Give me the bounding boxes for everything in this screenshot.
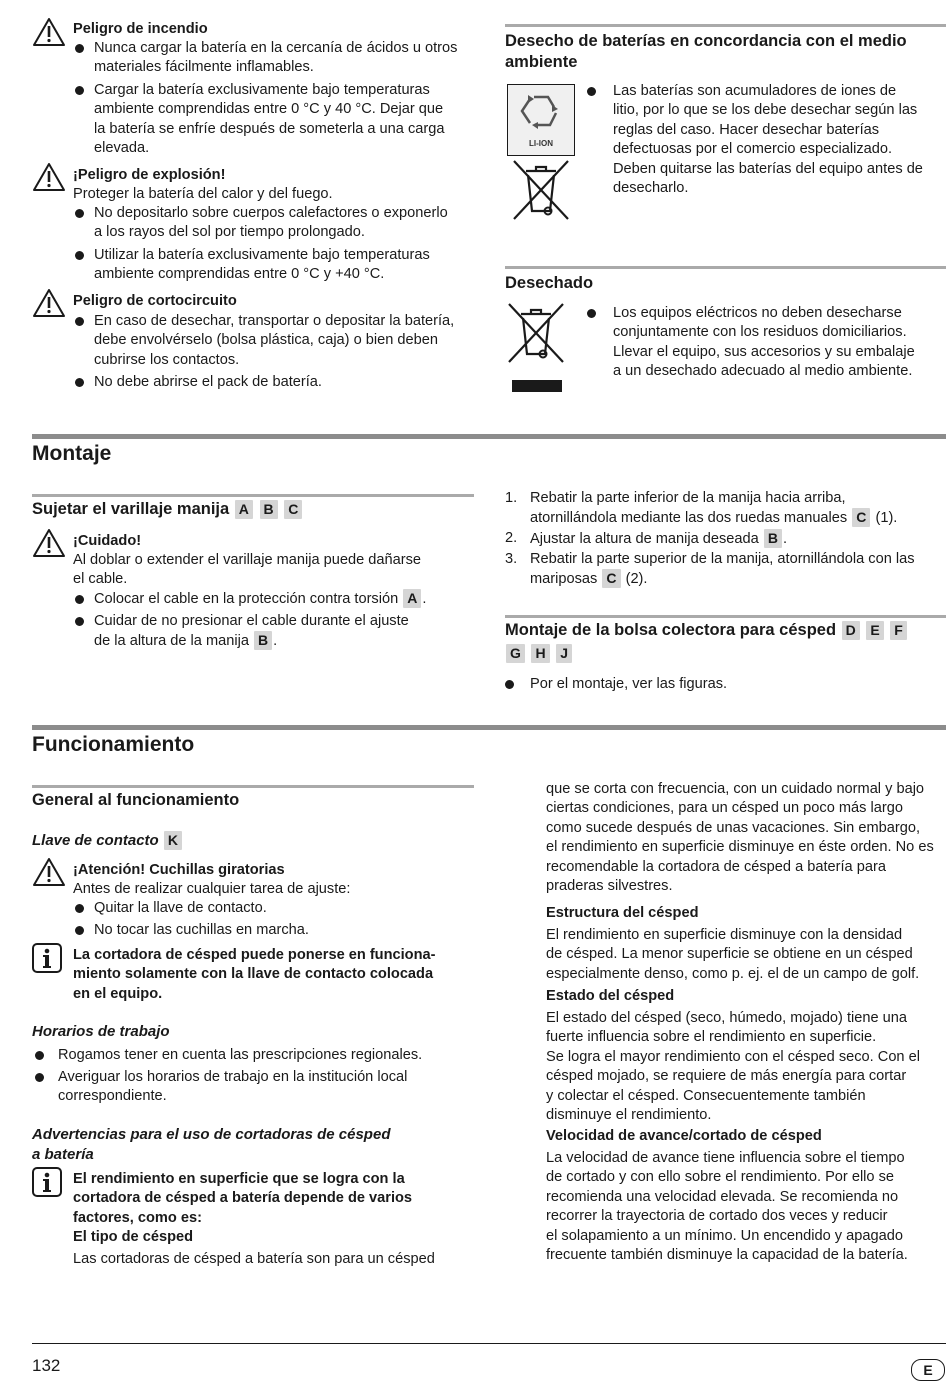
battery-disposal-text: Las baterías son acumuladores de iones de litio, por lo que se los debe desechar según las reglas del caso. Hacer desechar baterías defectuosas por el comercio especializado. Deben quitarse las baterías del equipo antes de desecharlo. [613, 83, 923, 197]
speed-title: Velocidad de avance/cortado de césped [546, 1128, 822, 1144]
step-number: 2. [505, 530, 518, 546]
section-title-montaje: Montaje [32, 442, 112, 465]
short-circuit-title: Peligro de cortocircuito [73, 293, 237, 309]
fire-bullet-1: Nunca cargar la batería en la cercanía de ácidos u otros materiales fácilmente inflamables. [94, 40, 458, 76]
info-performance-note: El rendimiento en superficie que se logra con la cortadora de césped a batería depende de varios factores, como es: El tipo de césped [73, 1171, 413, 1246]
hours-bullet-1: Rogamos tener en cuenta las prescripciones regionales. [58, 1047, 423, 1063]
lawn-type-text: Las cortadoras de césped a batería son para un césped [73, 1251, 435, 1267]
crossed-bin-icon [505, 300, 567, 394]
explosion-text: Proteger la batería del calor y del fuego. [73, 186, 333, 202]
step-2: Ajustar la altura de manija deseada B . [530, 530, 788, 547]
speed-text: La velocidad de avance tiene influencia sobre el tiempo de cortado y con ello sobre el rendimiento. Por ello se recomienda una velocidad elevada. Se recomienda no recorrer la trayectoria de cortado dos veces y reducir el solapamiento a un mínimo. Un encendido y apagado frecuente también disminuye la capacidad de la batería. [546, 1150, 908, 1264]
key-title: Llave de contacto K [32, 831, 183, 851]
step-3: Rebatir la parte superior de la manija, atornillándola con las mariposas C (2). [530, 551, 915, 588]
general-title: General al funcionamiento [32, 791, 240, 809]
bag-title-boxes: G H J [505, 643, 573, 664]
state-text: El estado del césped (seco, húmedo, mojado) tiene una fuerte influencia sobre el rendimiento en superficie. Se logra el mayor rendimiento con el césped seco. Con el césped mojado, se requiere de más energía para cortar y colectar el césped. Consecuentemente también disminuye el rendimiento. [546, 1010, 920, 1124]
caution-text: Al doblar o extender el varillaje manija puede dañarse el cable. [73, 552, 422, 588]
bag-title: Montaje de la bolsa colectora para césped D E F [505, 620, 950, 641]
info-icon [32, 1167, 62, 1197]
battery-disposal-title: Desecho de baterías en concordancia con el medio ambiente [505, 32, 907, 71]
li-ion-recycle-icon [507, 84, 575, 156]
lawn-type-continued: que se corta con frecuencia, con un cuidado normal y bajo ciertas condiciones, para un césped un poco más largo como sucede después de unas vacaciones. Sin embargo, el rendimiento en superficie disminuye en éste orden. No es recomendable la cortadora de césped a batería para praderas silvestres. [546, 781, 934, 895]
step-number: 3. [505, 551, 518, 567]
bag-bullet: Por el montaje, ver las figuras. [530, 676, 728, 692]
explosion-bullet-2: Utilizar la batería exclusivamente bajo temperaturas ambiente comprendidas entre 0 °C y +40 °C. [94, 247, 430, 283]
structure-title: Estructura del césped [546, 905, 699, 921]
warning-icon [32, 857, 66, 887]
explosion-danger-title: ¡Peligro de explosión! [73, 167, 226, 183]
language-badge: E [911, 1359, 945, 1381]
warning-icon [32, 17, 66, 47]
attention-title: ¡Atención! Cuchillas giratorias [73, 862, 285, 878]
attention-text: Antes de realizar cualquier tarea de ajuste: [73, 881, 351, 897]
attention-bullet-2: No tocar las cuchillas en marcha. [94, 922, 309, 938]
warning-icon [32, 288, 66, 318]
section-title-funcionamiento: Funcionamiento [32, 733, 195, 756]
attention-bullet-1: Quitar la llave de contacto. [94, 900, 267, 916]
info-icon [32, 943, 62, 973]
state-title: Estado del césped [546, 988, 675, 1004]
short-bullet-1: En caso de desechar, transportar o depositar la batería, debe envolvérselo (bolsa plástica, caja) o bien deben cubrirse los contactos. [94, 313, 455, 368]
li-ion-label: LI-ION [529, 139, 553, 148]
hours-bullet-2: Averiguar los horarios de trabajo en la institución local correspondiente. [58, 1069, 408, 1105]
warning-icon [32, 162, 66, 192]
short-bullet-2: No debe abrirse el pack de batería. [94, 374, 322, 390]
desechado-text: Los equipos eléctricos no deben desecharse conjuntamente con los residuos domiciliarios. Llevar el equipo, sus accesorios y su embalaje a un desechado adecuado al medio ambiente. [613, 305, 915, 380]
caution-title: ¡Cuidado! [73, 533, 142, 549]
caution-bullet-1: Colocar el cable en la protección contra torsión A . [94, 590, 427, 607]
structure-text: El rendimiento en superficie disminuye con la densidad de césped. La menor superficie se obtiene en un césped especialmente denso, como p. ej. el de un campo de golf. [546, 927, 920, 982]
caution-bullet-2: Cuidar de no presionar el cable durante el ajuste de la altura de la manija B . [94, 613, 409, 650]
handle-title: Sujetar el varillaje manija A B C [32, 499, 303, 520]
info-key-note: La cortadora de césped puede ponerse en funciona- miento solamente con la llave de contacto colocada en el equipo. [73, 947, 436, 1002]
step-1: Rebatir la parte inferior de la manija hacia arriba, atornillándola mediante las dos ruedas manuales C (1). [530, 490, 898, 527]
explosion-bullet-1: No depositarlo sobre cuerpos calefactores o exponerlo a los rayos del sol por tiempo prolongado. [94, 205, 448, 241]
desechado-title: Desechado [505, 274, 594, 292]
warnings-title: Advertencias para el uso de cortadoras de césped a batería [32, 1126, 391, 1163]
fire-bullet-2: Cargar la batería exclusivamente bajo temperaturas ambiente comprendidas entre 0 °C y 40 °C. Dejar que la batería se enfríe después de someterla a una carga elevada. [94, 82, 445, 157]
work-hours-title: Horarios de trabajo [32, 1023, 170, 1040]
step-number: 1. [505, 490, 518, 506]
page-number: 132 [32, 1356, 61, 1375]
crossed-bin-icon [510, 157, 572, 221]
warning-icon [32, 528, 66, 558]
fire-danger-title: Peligro de incendio [73, 21, 208, 37]
